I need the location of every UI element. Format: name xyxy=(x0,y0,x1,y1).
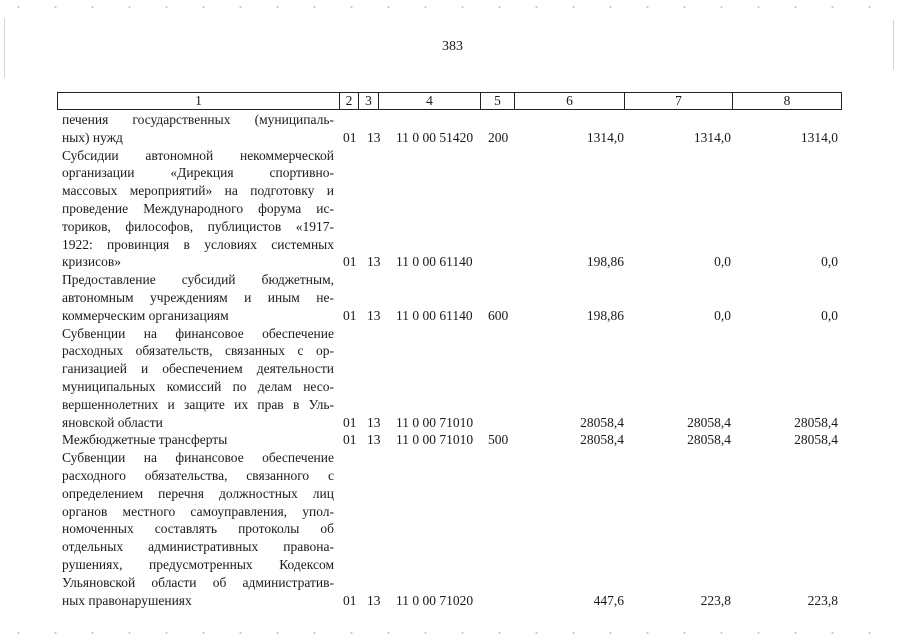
description-line: рушениях, предусмотренных Кодексом xyxy=(62,556,334,572)
description-line: ных правонарушениях xyxy=(62,592,192,608)
description-line: ториков, философов, публицистов «1917- xyxy=(62,218,334,234)
row-description xyxy=(62,449,334,609)
description-line: расходного обязательства, связанного с xyxy=(62,467,334,483)
amount-2026: 0,0 xyxy=(821,307,838,323)
amount-2024: 28058,4 xyxy=(580,414,624,430)
amount-2025: 1314,0 xyxy=(693,129,731,145)
top-scan-noise xyxy=(0,2,905,12)
amount-2026: 28058,4 xyxy=(794,414,838,430)
description-line: Субвенции на финансовое обеспечение xyxy=(62,450,334,466)
table-row xyxy=(0,111,905,147)
amount-2024: 28058,4 xyxy=(580,432,624,448)
description-line: 1922: провинция в условиях системных xyxy=(62,236,334,252)
description-line: органов местного самоуправления, упол- xyxy=(62,503,334,519)
row-description xyxy=(62,271,334,324)
description-line: массовых мероприятий» на подготовку и xyxy=(62,183,334,199)
header-col-5: 5 xyxy=(481,93,515,110)
description-line: номоченных составлять протоколы об xyxy=(62,521,334,537)
description-line: Предоставление субсидий бюджетным, xyxy=(62,272,334,288)
amount-2024: 447,6 xyxy=(593,592,624,608)
row-description xyxy=(62,111,334,147)
table-row xyxy=(0,147,905,272)
table-row xyxy=(0,431,905,449)
description-line: Субсидии автономной некоммерческой xyxy=(62,147,334,163)
section-code: 01 xyxy=(343,254,357,270)
row-description xyxy=(62,431,334,449)
amount-2024: 198,86 xyxy=(586,254,624,270)
description-line: автономным учреждениям и иным не- xyxy=(62,289,334,305)
target-article-code: 11 0 00 71020 xyxy=(396,592,474,608)
amount-2024: 198,86 xyxy=(586,307,624,323)
target-article-code: 11 0 00 51420 xyxy=(396,129,474,145)
amount-2025: 28058,4 xyxy=(687,432,731,448)
subsection-code: 13 xyxy=(367,414,381,430)
amount-2025: 0,0 xyxy=(714,254,731,270)
description-line: Субвенции на финансовое обеспечение xyxy=(62,325,334,341)
section-code: 01 xyxy=(343,592,357,608)
description-line: ганизацией и обеспечением деятельности xyxy=(62,361,334,377)
description-line: отдельных административных правона- xyxy=(62,539,334,555)
expense-type-code: 200 xyxy=(488,129,509,145)
header-col-2: 2 xyxy=(340,93,359,110)
description-line: ных) нужд xyxy=(62,129,123,145)
description-line: Межбюджетные трансферты xyxy=(62,432,228,448)
amount-2026: 0,0 xyxy=(821,254,838,270)
subsection-code: 13 xyxy=(367,129,381,145)
expense-type-code: 500 xyxy=(488,432,509,448)
header-col-3: 3 xyxy=(359,93,379,110)
description-line: расходных обязательств, связанных с ор- xyxy=(62,343,334,359)
amount-2026: 223,8 xyxy=(807,592,838,608)
target-article-code: 11 0 00 71010 xyxy=(396,432,474,448)
page-number: 383 xyxy=(442,39,463,54)
description-line: определением перечня должностных лиц xyxy=(62,485,334,501)
subsection-code: 13 xyxy=(367,592,381,608)
target-article-code: 11 0 00 61140 xyxy=(396,307,473,323)
header-col-1: 1 xyxy=(58,93,340,110)
amount-2026: 28058,4 xyxy=(794,432,838,448)
section-code: 01 xyxy=(343,307,357,323)
amount-2024: 1314,0 xyxy=(586,129,624,145)
amount-2025: 28058,4 xyxy=(687,414,731,430)
subsection-code: 13 xyxy=(367,307,381,323)
row-description xyxy=(62,325,334,432)
amount-2025: 223,8 xyxy=(700,592,731,608)
table-row xyxy=(0,449,905,609)
header-row xyxy=(58,93,842,110)
description-line: вершеннолетних и защите их прав в Уль- xyxy=(62,396,334,412)
header-col-8: 8 xyxy=(733,93,842,110)
amount-2025: 0,0 xyxy=(714,307,731,323)
description-line: Ульяновской области об административ- xyxy=(62,574,334,590)
header-col-6: 6 xyxy=(515,93,625,110)
description-line: организации «Дирекция спортивно- xyxy=(62,165,334,181)
expense-type-code: 600 xyxy=(488,307,509,323)
target-article-code: 11 0 00 71010 xyxy=(396,414,474,430)
header-col-7: 7 xyxy=(625,93,733,110)
table-row xyxy=(0,271,905,324)
description-line: проведение Международного форума ис- xyxy=(62,200,334,216)
description-line: муниципальных комиссий по делам несо- xyxy=(62,378,334,394)
section-code: 01 xyxy=(343,129,357,145)
description-line: коммерческим организациям xyxy=(62,307,229,323)
description-line: кризисов» xyxy=(62,254,121,270)
description-line: яновской области xyxy=(62,414,163,430)
subsection-code: 13 xyxy=(367,432,381,448)
target-article-code: 11 0 00 61140 xyxy=(396,254,473,270)
header-col-4: 4 xyxy=(379,93,481,110)
amount-2026: 1314,0 xyxy=(800,129,838,145)
subsection-code: 13 xyxy=(367,254,381,270)
section-code: 01 xyxy=(343,432,357,448)
column-header-table xyxy=(57,92,842,110)
section-code: 01 xyxy=(343,414,357,430)
description-line: печения государственных (муниципаль- xyxy=(62,112,334,127)
bottom-scan-noise xyxy=(0,628,905,638)
row-description xyxy=(62,147,334,272)
table-row xyxy=(0,325,905,432)
